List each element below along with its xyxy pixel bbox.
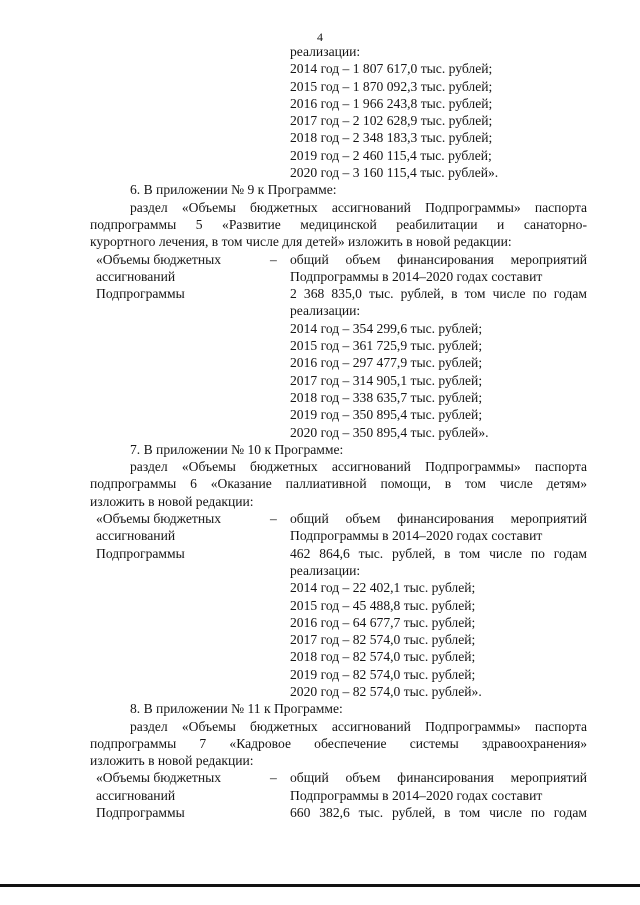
budget-row	[0, 769, 640, 786]
budget-label: ассигнований	[96, 268, 176, 284]
year-line: 2015 год – 45 488,8 тыс. рублей;	[290, 597, 476, 613]
year-line: 2014 год – 1 807 617,0 тыс. рублей;	[290, 61, 493, 77]
budget-row	[0, 527, 640, 544]
budget-label: «Объемы бюджетных	[96, 511, 222, 527]
budget-row	[0, 285, 640, 302]
year-line: 2020 год – 3 160 115,4 тыс. рублей».	[290, 165, 499, 181]
section-heading: 7. В приложении № 10 к Программе:	[130, 441, 344, 457]
paragraph-line: раздел «Объемы бюджетных ассигнований Подпрограммы» паспорта	[130, 718, 587, 734]
budget-value: Подпрограммы в 2014–2020 годах составит	[290, 528, 543, 544]
year-line: 2020 год – 350 895,4 тыс. рублей».	[290, 424, 489, 440]
budget-label: ассигнований	[96, 528, 176, 544]
year-line: 2017 год – 314 905,1 тыс. рублей;	[290, 372, 483, 388]
year-line: 2020 год – 82 574,0 тыс. рублей».	[290, 683, 482, 699]
paragraph-line: изложить в новой редакции:	[90, 493, 254, 509]
paragraph-line: раздел «Объемы бюджетных ассигнований Подпрограммы» паспорта	[130, 459, 587, 475]
section-heading: 8. В приложении № 11 к Программе:	[130, 701, 343, 717]
text-line: реализации:	[290, 44, 361, 59]
budget-value: 660 382,6 тыс. рублей, в том числе по годам	[290, 805, 587, 821]
budget-value: общий объем финансирования мероприятий	[290, 770, 587, 786]
year-line: 2015 год – 361 725,9 тыс. рублей;	[290, 338, 483, 354]
year-line: 2017 год – 2 102 628,9 тыс. рублей;	[290, 113, 493, 129]
section-heading: 6. В приложении № 9 к Программе:	[130, 182, 337, 198]
page-number: 4	[317, 30, 323, 44]
budget-label: «Объемы бюджетных	[96, 251, 222, 267]
paragraph-line: раздел «Объемы бюджетных ассигнований Подпрограммы» паспорта	[130, 199, 587, 215]
budget-value: общий объем финансирования мероприятий	[290, 511, 587, 527]
year-line: 2016 год – 64 677,7 тыс. рублей;	[290, 614, 476, 630]
budget-value: Подпрограммы в 2014–2020 годах составит	[290, 787, 543, 803]
budget-label: «Объемы бюджетных	[96, 770, 222, 786]
dash: –	[270, 251, 277, 267]
paragraph-line: подпрограммы 6 «Оказание паллиативной помощи, в том числе детям»	[90, 476, 587, 492]
dash: –	[270, 511, 277, 527]
year-line: 2014 год – 22 402,1 тыс. рублей;	[290, 580, 476, 596]
budget-row	[0, 251, 640, 268]
budget-value: общий объем финансирования мероприятий	[290, 251, 587, 267]
year-line: 2014 год – 354 299,6 тыс. рублей;	[290, 320, 483, 336]
paragraph-line: подпрограммы 5 «Развитие медицинской реабилитации и санаторно-	[90, 216, 587, 232]
budget-value: 2 368 835,0 тыс. рублей, в том числе по годам	[290, 286, 587, 302]
page-bottom-rule	[0, 884, 640, 887]
budget-label: ассигнований	[96, 787, 176, 803]
year-line: 2015 год – 1 870 092,3 тыс. рублей;	[290, 78, 493, 94]
budget-row	[0, 804, 640, 821]
budget-label: Подпрограммы	[96, 805, 185, 821]
year-line: 2017 год – 82 574,0 тыс. рублей;	[290, 632, 476, 648]
document-body	[0, 43, 640, 821]
year-line: 2016 год – 1 966 243,8 тыс. рублей;	[290, 95, 493, 111]
year-line: 2019 год – 350 895,4 тыс. рублей;	[290, 407, 483, 423]
year-line: 2016 год – 297 477,9 тыс. рублей;	[290, 355, 483, 371]
paragraph-line: изложить в новой редакции:	[90, 753, 254, 769]
budget-value: 462 864,6 тыс. рублей, в том числе по годам	[290, 545, 587, 561]
year-line: 2019 год – 2 460 115,4 тыс. рублей;	[290, 147, 492, 163]
budget-label: Подпрограммы	[96, 545, 185, 561]
budget-label: Подпрограммы	[96, 286, 185, 302]
paragraph-line: подпрограммы 7 «Кадровое обеспечение системы здравоохранения»	[90, 735, 587, 751]
text-line: реализации:	[290, 303, 361, 319]
budget-value: Подпрограммы в 2014–2020 годах составит	[290, 268, 543, 284]
budget-row	[0, 545, 640, 562]
text-line: реализации:	[290, 562, 361, 578]
year-line: 2019 год – 82 574,0 тыс. рублей;	[290, 666, 476, 682]
budget-row	[0, 787, 640, 804]
year-line: 2018 год – 2 348 183,3 тыс. рублей;	[290, 130, 493, 146]
year-line: 2018 год – 82 574,0 тыс. рублей;	[290, 649, 476, 665]
dash: –	[270, 770, 277, 786]
budget-row	[0, 510, 640, 527]
year-line: 2018 год – 338 635,7 тыс. рублей;	[290, 389, 483, 405]
paragraph-line: курортного лечения, в том числе для детей» изложить в новой редакции:	[90, 234, 512, 250]
budget-row	[0, 268, 640, 285]
